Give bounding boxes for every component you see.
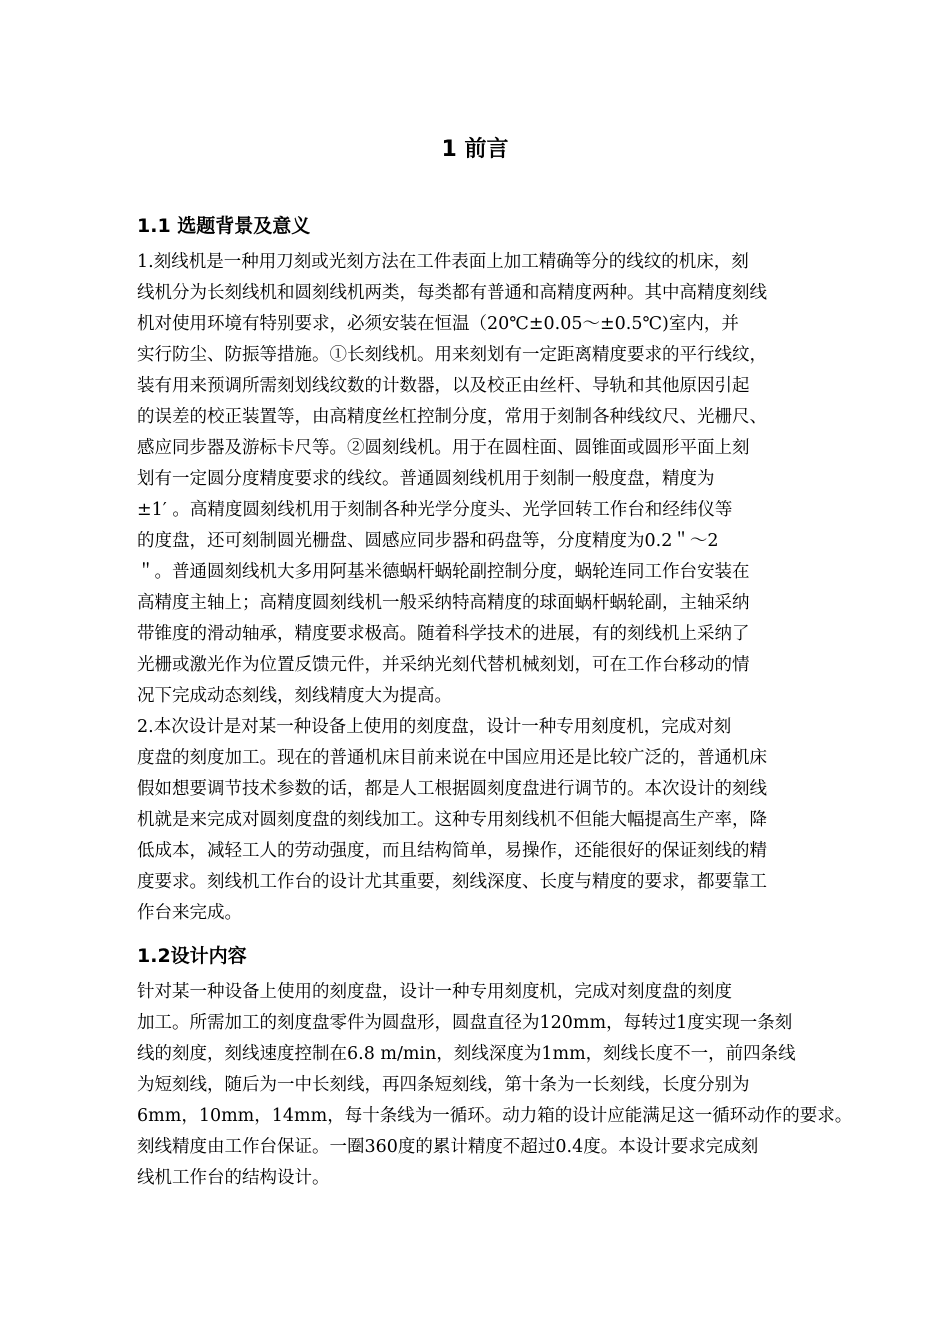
text-line: 况下完成动态刻线，刻线精度大为提高。: [137, 686, 452, 706]
text-line: 加工。所需加工的刻度盘零件为圆盘形，圆盘直径为120mm，每转过1度实现一条刻: [137, 1013, 793, 1033]
text-line: 带锥度的滑动轴承，精度要求极高。随着科学技术的进展，有的刻线机上采纳了: [137, 624, 750, 644]
text-line: 刻线精度由工作台保证。一圈360度的累计精度不超过0.4度。本设计要求完成刻: [137, 1137, 759, 1157]
text-line: 的度盘，还可刻制圆光栅盘、圆感应同步器和码盘等，分度精度为0.2＂～2: [137, 531, 719, 551]
text-line: 感应同步器及游标卡尺等。②圆刻线机。用于在圆柱面、圆锥面或圆形平面上刻: [137, 438, 750, 458]
section-heading-1-2: 1.2设计内容: [137, 945, 247, 967]
text-line: 线的刻度，刻线速度控制在6.8 m/min，刻线深度为1mm，刻线长度不一，前四条线: [137, 1044, 796, 1064]
paragraph-background-2: [137, 712, 857, 929]
section-heading-1-1: 1.1 选题背景及意义: [137, 215, 311, 237]
text-line: 光栅或激光作为位置反馈元件，并采纳光刻代替机械刻划，可在工作台移动的情: [137, 655, 750, 675]
text-line: 低成本，减轻工人的劳动强度，而且结构简单，易操作，还能很好的保证刻线的精: [137, 841, 767, 861]
text-line: 线机分为长刻线机和圆刻线机两类，每类都有普通和高精度两种。其中高精度刻线: [137, 283, 767, 303]
text-line: ＂。普通圆刻线机大多用阿基米德蜗杆蜗轮副控制分度，蜗轮连同工作台安装在: [137, 562, 750, 582]
text-line: 高精度主轴上；高精度圆刻线机一般采纳特高精度的球面蜗杆蜗轮副，主轴采纳: [137, 593, 750, 613]
text-line: 为短刻线，随后为一中长刻线，再四条短刻线，第十条为一长刻线，长度分别为: [137, 1075, 750, 1095]
text-line: 假如想要调节技术参数的话，都是人工根据圆刻度盘进行调节的。本次设计的刻线: [137, 779, 767, 799]
text-line: 作台来完成。: [137, 903, 242, 923]
paragraph-design-content: [137, 977, 857, 1194]
text-line: ±1′ 。高精度圆刻线机用于刻制各种光学分度头、光学回转工作台和经纬仪等: [137, 500, 733, 520]
chapter-title: 1 前言: [441, 137, 509, 162]
text-line: 6mm，10mm，14mm，每十条线为一循环。动力箱的设计应能满足这一循环动作的要求。: [137, 1106, 853, 1126]
text-line: 机对使用环境有特别要求，必须安装在恒温（20℃±0.05～±0.5℃)室内，并: [137, 314, 739, 334]
text-line: 的误差的校正装置等，由高精度丝杠控制分度，常用于刻制各种线纹尺、光栅尺、: [137, 407, 767, 427]
text-line: 2.本次设计是对某一种设备上使用的刻度盘，设计一种专用刻度机，完成对刻: [137, 717, 732, 737]
text-line: 度要求。刻线机工作台的设计尤其重要，刻线深度、长度与精度的要求，都要靠工: [137, 872, 767, 892]
text-line: 装有用来预调所需刻划线纹数的计数器，以及校正由丝杆、导轨和其他原因引起: [137, 376, 750, 396]
text-line: 划有一定圆分度精度要求的线纹。普通圆刻线机用于刻制一般度盘，精度为: [137, 469, 715, 489]
text-line: 线机工作台的结构设计。: [137, 1168, 330, 1188]
text-line: 1.刻线机是一种用刀刻或光刻方法在工件表面上加工精确等分的线纹的机床，刻: [137, 252, 749, 272]
text-line: 针对某一种设备上使用的刻度盘，设计一种专用刻度机，完成对刻度盘的刻度: [137, 982, 732, 1002]
text-line: 实行防尘、防振等措施。①长刻线机。用来刻划有一定距离精度要求的平行线纹，: [137, 345, 767, 365]
text-line: 度盘的刻度加工。现在的普通机床目前来说在中国应用还是比较广泛的，普通机床: [137, 748, 767, 768]
paragraph-background-1: [137, 247, 857, 712]
text-line: 机就是来完成对圆刻度盘的刻线加工。这种专用刻线机不但能大幅提高生产率，降: [137, 810, 767, 830]
